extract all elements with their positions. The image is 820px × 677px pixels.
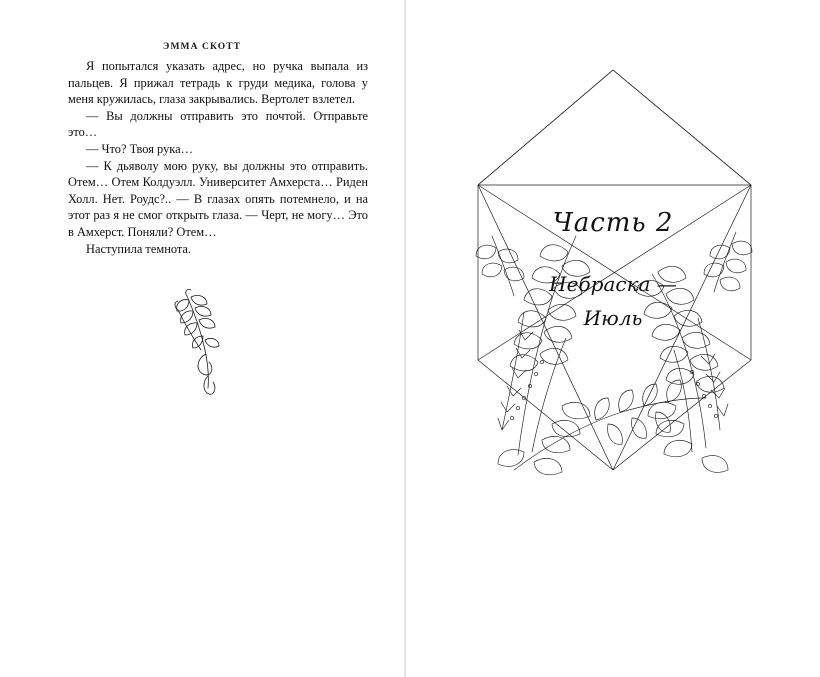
left-page (0, 0, 404, 677)
part-subtitle-line-2: Июль (583, 306, 643, 330)
botanical-sprig-ornament (165, 280, 245, 400)
right-page (406, 0, 820, 677)
paragraph: — К дьяволу мою руку, вы должны это отправить. Отем… Отем Колдуэлл. Университет Амхерста… Риден Холл. Нет. Роудс?.. — В глазах опять потемнело, и на этот раз я не смог открыть глаза. — Черт, не могу… Это в Амхерст. Поняли? Отем… (68, 158, 368, 239)
paragraph: — Что? Твоя рука… (86, 141, 194, 156)
part-title: Часть 2 (552, 208, 674, 238)
part-title-artwork (406, 0, 820, 677)
paragraph: Наступила темнота. (86, 241, 192, 256)
hexagon-geometric-frame (478, 70, 751, 470)
running-head: ЭММА СКОТТ (162, 42, 242, 52)
body-text (68, 58, 368, 257)
paragraph: Я попытался указать адрес, но ручка выпала из пальцев. Я прижал тетрадь к груди медика, голова у меня кружилась, глаза закрывались. Вертолет взлетел. (68, 59, 368, 107)
part-subtitle-line-1: Небраска — (549, 272, 677, 296)
paragraph: — Вы должны отправить это почтой. Отправьте это… (68, 108, 368, 140)
